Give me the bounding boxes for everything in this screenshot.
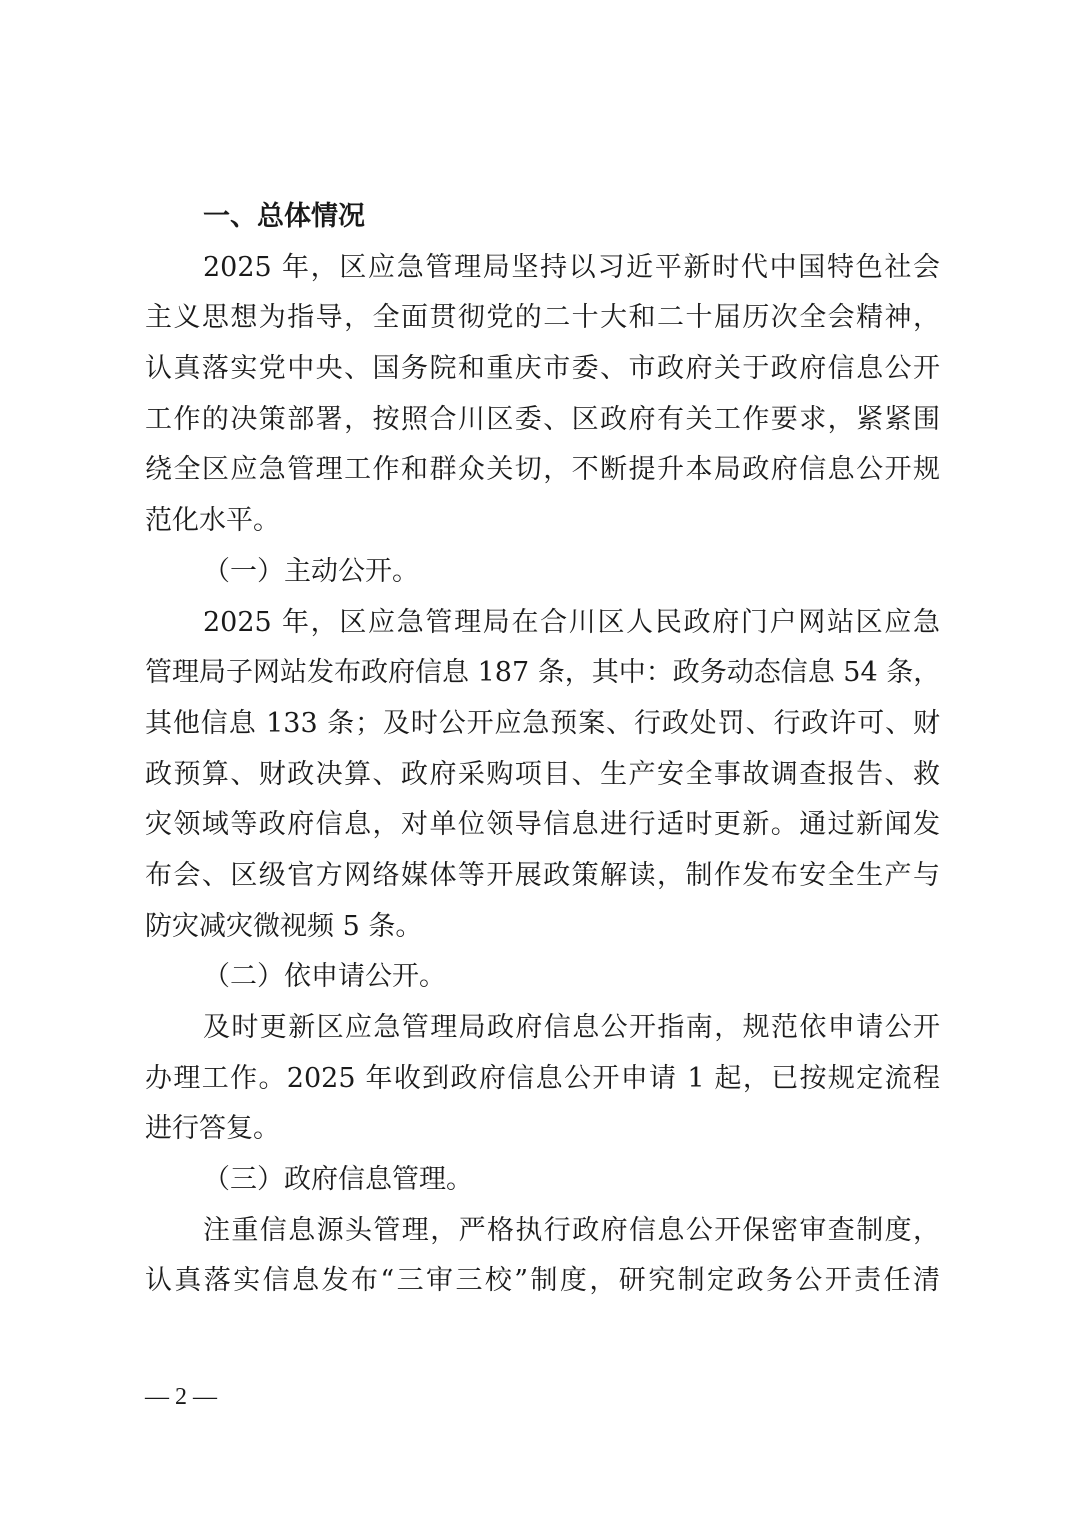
text-line: 政预算、财政决算、政府采购项目、生产安全事故调查报告、救 xyxy=(145,758,940,790)
text-line: 一、总体情况 xyxy=(203,201,365,232)
text-line: 其他信息 133 条；及时公开应急预案、行政处罚、行政许可、财 xyxy=(145,707,940,739)
subsection-heading xyxy=(145,952,940,1003)
text-line: 主义思想为指导，全面贯彻党的二十大和二十届历次全会精神， xyxy=(145,302,940,334)
paragraph xyxy=(145,243,940,547)
text-line: 进行答复。 xyxy=(145,1113,280,1145)
document-body xyxy=(145,192,940,1307)
text-line: 绕全区应急管理工作和群众关切，不断提升本局政府信息公开规 xyxy=(145,454,940,486)
text-line: 布会、区级官方网络媒体等开展政策解读，制作发布安全生产与 xyxy=(145,859,940,891)
text-line: 及时更新区应急管理局政府信息公开指南，规范依申请公开 xyxy=(203,1012,940,1043)
text-line: 2025 年，区应急管理局在合川区人民政府门户网站区应急 xyxy=(203,606,940,638)
page-number: — 2 — xyxy=(145,1384,217,1410)
text-line: 认真落实信息发布“三审三校”制度，研究制定政务公开责任清 xyxy=(145,1265,940,1297)
text-line: 防灾减灾微视频 5 条。 xyxy=(145,910,423,942)
section-heading xyxy=(145,192,940,243)
text-line: （一）主动公开。 xyxy=(203,555,419,587)
paragraph xyxy=(145,1003,940,1155)
text-line: （三）政府信息管理。 xyxy=(203,1164,473,1196)
text-line: 2025 年，区应急管理局坚持以习近平新时代中国特色社会 xyxy=(203,251,940,283)
text-line: （二）依申请公开。 xyxy=(203,961,446,993)
subsection-heading xyxy=(145,547,940,598)
text-line: 注重信息源头管理，严格执行政府信息公开保密审查制度， xyxy=(203,1214,940,1246)
text-line: 办理工作。2025 年收到政府信息公开申请 1 起，已按规定流程 xyxy=(145,1062,940,1094)
text-line: 范化水平。 xyxy=(145,505,280,537)
text-line: 灾领域等政府信息，对单位领导信息进行适时更新。通过新闻发 xyxy=(145,809,940,841)
paragraph xyxy=(145,1206,940,1307)
text-line: 认真落实党中央、国务院和重庆市委、市政府关于政府信息公开 xyxy=(145,353,940,385)
subsection-heading xyxy=(145,1155,940,1206)
text-line: 管理局子网站发布政府信息 187 条，其中：政务动态信息 54 条， xyxy=(145,657,940,689)
paragraph xyxy=(145,598,940,953)
text-line: 工作的决策部署，按照合川区委、区政府有关工作要求，紧紧围 xyxy=(145,403,940,435)
